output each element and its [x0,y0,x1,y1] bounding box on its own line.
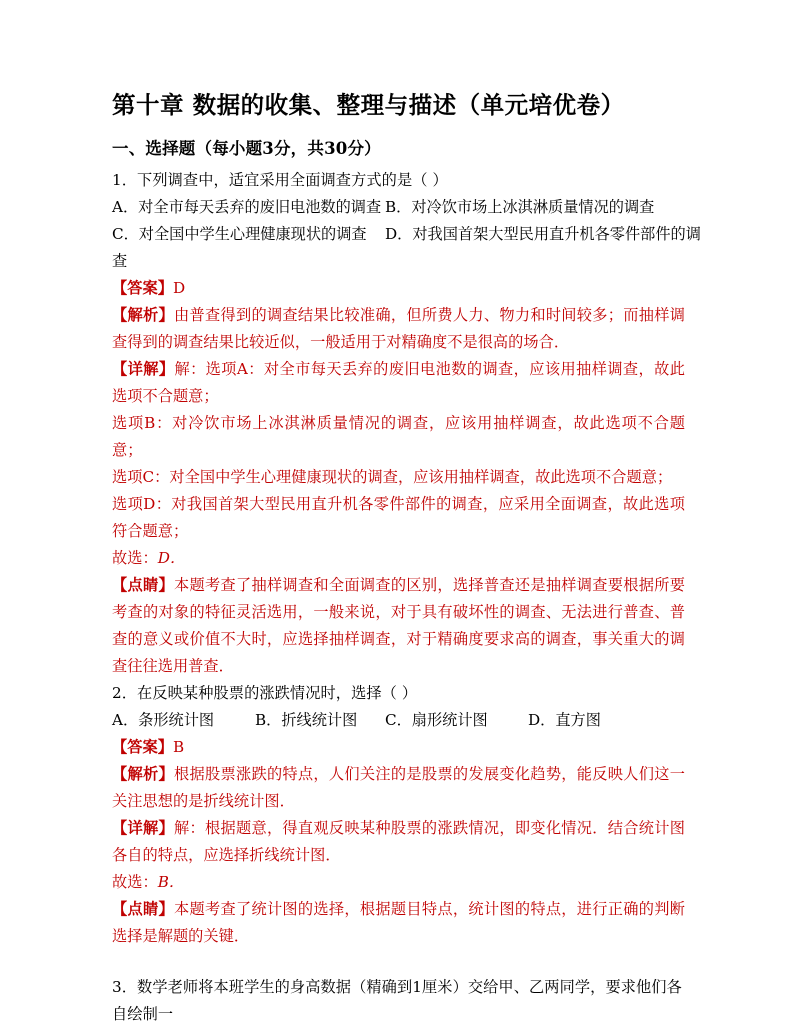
detail-text: 解：选项A：对全市每天丢弃的废旧电池数的调查，应该用抽样调查，故此选项不合题意； [112,360,686,405]
question-1-stem: 1．下列调查中，适宜采用全面调查方式的是（ ） [112,171,448,189]
question-block-1 [112,167,701,680]
section-heading: 一、选择题（每小题3分，共30分） [112,139,381,158]
question-1-option-d[interactable]: D．对我国首架大型民用直升机各零件部件的调 [385,225,701,243]
question-1-conclusion [112,545,685,572]
answer-value: D [172,279,186,297]
highlight-label: 【点睛】 [112,900,174,918]
question-1-detail-line-3: 选项C：对全国中学生心理健康现状的调查，应该用抽样调查，故此选项不合题意； [112,468,673,486]
answer-label: 【答案】 [112,279,173,297]
conclusion-value: B． [157,873,185,891]
question-2-option-b[interactable]: B．折线统计图 [255,711,358,729]
question-2-option-d[interactable]: D．直方图 [528,711,601,729]
detail-label: 【详解】 [112,360,175,378]
question-spacer [112,950,685,974]
analysis-text: 由普查得到的调查结果比较准确，但所费人力、物力和时间较多；而抽样调查得到的调查结果比较近似，一般适用于对精确度不是很高的场合． [112,306,686,351]
question-1-highlight [112,572,685,680]
question-1-options-row-1 [112,194,685,221]
question-3-stem: 3．数学老师将本班学生的身高数据（精确到1厘米）交给甲、乙两同学，要求他们各自绘制一 [112,978,682,1023]
question-2-options-row [112,707,685,734]
question-1-options-row-2 [112,221,701,248]
question-block-2 [112,680,685,950]
question-2-analysis [112,761,685,815]
question-1-analysis [112,302,685,356]
question-2-option-a[interactable]: A．条形统计图 [112,711,215,729]
question-1-detail-line-4: 选项D：对我国首架大型民用直升机各零件部件的调查，应采用全面调查，故此选项符合题意； [112,495,685,540]
conclusion-value: D． [157,549,186,567]
question-block-3 [112,974,685,1028]
analysis-label: 【解析】 [112,765,174,783]
highlight-label: 【点睛】 [112,576,174,594]
detail-label: 【详解】 [112,819,174,837]
question-2-conclusion [112,869,685,896]
highlight-text: 本题考查了抽样调查和全面调查的区别，选择普查还是抽样调查要根据所要考查的对象的特征灵活选用，一般来说，对于具有破坏性的调查、无法进行普查、普查的意义或价值不大时，应选择抽样调查，对于精确度要求高的调查，事关重大的调查往往选用普查． [112,576,686,675]
page-title: 第十章 数据的收集、整理与描述（单元培优卷） [112,91,625,119]
analysis-label: 【解析】 [112,306,174,324]
highlight-text: 本题考查了统计图的选择，根据题目特点，统计图的特点，进行正确的判断选择是解题的关键． [112,900,686,945]
question-2-answer [112,734,685,761]
conclusion-label: 故选： [112,873,158,891]
analysis-text: 根据股票涨跌的特点，人们关注的是股票的发展变化趋势，能反映人们这一关注思想的是折线统计图． [112,765,686,810]
question-2-detail [112,815,685,869]
question-1-detail-line-1 [112,356,685,410]
answer-label: 【答案】 [112,738,173,756]
question-1-answer [112,275,685,302]
question-1-option-c[interactable]: C．对全国中学生心理健康现状的调查 [112,225,367,243]
question-1-detail-line-2: 选项B：对冷饮市场上冰淇淋质量情况的调查，应该用抽样调查，故此选项不合题意； [112,414,685,459]
question-2-highlight [112,896,685,950]
question-1-option-a[interactable]: A．对全市每天丢弃的废旧电池数的调查 [112,198,382,216]
answer-value: B [172,738,185,756]
conclusion-label: 故选： [112,549,158,567]
question-2-option-c[interactable]: C．扇形统计图 [385,711,488,729]
question-1-option-b[interactable]: B．对冷饮市场上冰淇淋质量情况的调查 [385,198,655,216]
question-2-stem: 2．在反映某种股票的涨跌情况时，选择（ ） [112,684,418,702]
detail-text: 解：根据题意，得直观反映某种股票的涨跌情况，即变化情况．结合统计图各自的特点，应选择折线统计图． [112,819,686,864]
question-1-option-d-overflow: 查 [112,252,128,270]
